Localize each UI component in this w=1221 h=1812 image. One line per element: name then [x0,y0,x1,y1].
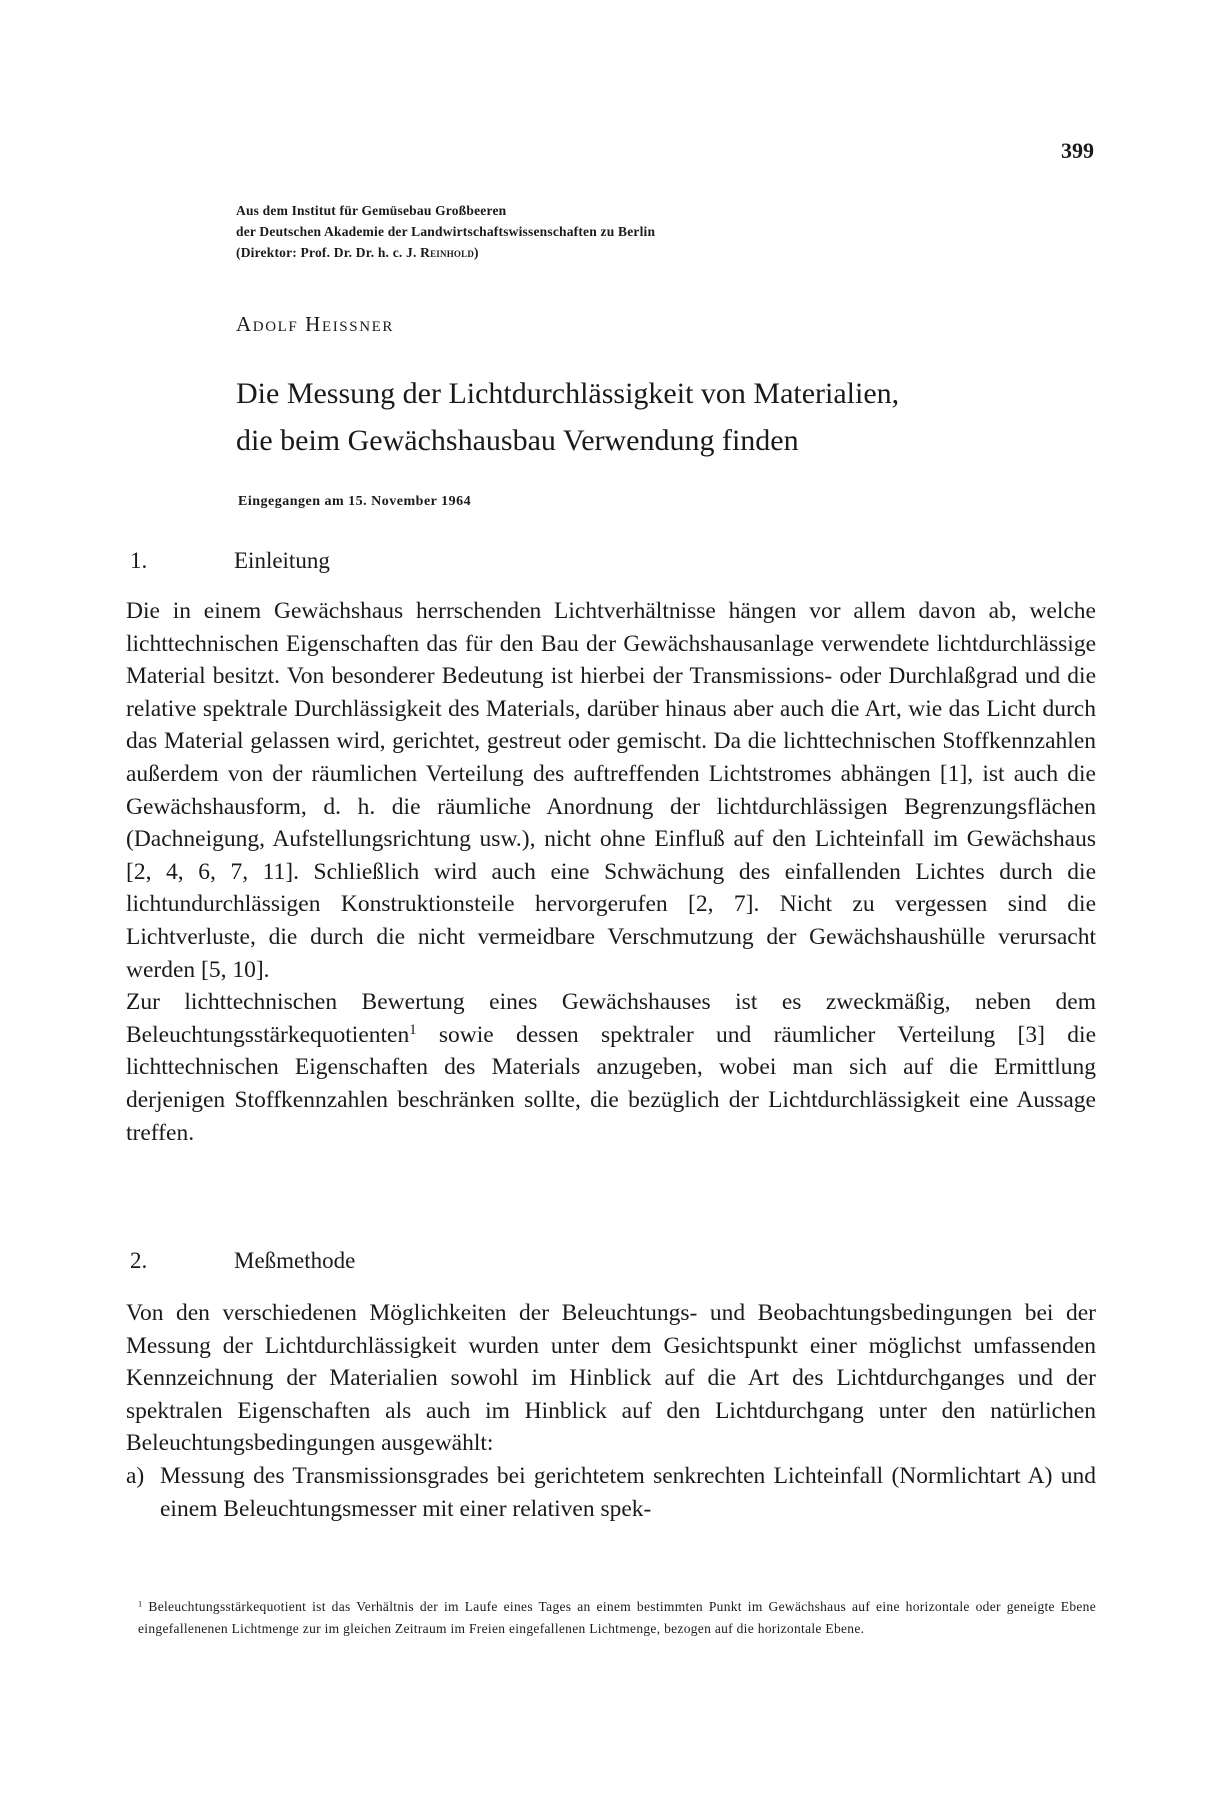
paragraph-text: sowie dessen spektraler und räumlicher Verteilung [3] die lichttechnischen Eigenschaften des Materials anzugeben, wobei man sich auf die Ermittlung derjenigen Stoffkennzahlen beschränken sollte, die bezüglich der Lichtdurchlässigkeit eine Aussage treffen. [126,1021,1096,1146]
footnote-reference[interactable]: 1 [409,1021,417,1038]
paragraph: Von den verschiedenen Möglichkeiten der Beleuchtungs- und Beobachtungsbedingungen bei der Messung der Lichtdurchlässigkeit wurden unter dem Gesichtspunkt einer möglichst umfassenden Kennzeichnung der Materialien sowohl im Hinblick auf die Art des Lichtdurchganges und der spektralen Eigenschaften als auch im Hinblick auf den Lichtdurchgang unter den natürlichen Beleuchtungsbedingungen ausgewählt: [126,1300,1096,1457]
list-marker: a) [126,1462,145,1489]
section-title: Einleitung [234,548,330,573]
director-prefix: (Direktor: Prof. Dr. Dr. h. c. J. [236,245,421,260]
paragraph-text: Zur lichttechnischen Bewertung eines Gewächshauses ist es zweckmäßig, neben dem Beleuchtungsstärkequotienten [126,989,1096,1048]
footnote-marker: 1 [138,1599,143,1609]
section-number: 1. [130,548,148,573]
section-heading-introduction [130,548,330,574]
section-number: 2. [130,1248,148,1273]
section-heading-method [130,1248,355,1274]
list-item [126,1460,1096,1525]
institute-line: der Deutschen Akademie der Landwirtschaftswissenschaften zu Berlin [236,224,656,239]
section-title: Meßmethode [234,1248,356,1273]
institute-affiliation [236,200,936,263]
footnote-text: Beleuchtungsstärkequotient ist das Verhältnis der im Laufe eines Tages an einem bestimmten Punkt im Gewächshaus auf eine horizontale oder geneigte Ebene eingefallenenen Lichtmenge zur im gleichen Zeitraum im Freien eingefallenen Lichtmenge, bezogen auf die horizontale Ebene. [138,1599,1096,1636]
paragraph: Die in einem Gewächshaus herrschenden Lichtverhältnisse hängen vor allem davon ab, welche lichttechnischen Eigenschaften das für den Bau der Gewächshausanlage verwendete lichtdurchlässige Material besitzt. Von besonderer Bedeutung ist hierbei der Transmissions- oder Durchlaßgrad und die relative spektrale Durchlässigkeit des Materials, darüber hinaus aber auch die Art, wie das Licht durch das Material gelassen wird, gerichtet, gestreut oder gemischt. Da die lichttechnischen Stoffkennzahlen außerdem von der räumlichen Verteilung des auftreffenden Lichtstromes abhängen [1], ist auch die Gewächshausform, d. h. die räumliche Anordnung der lichtdurchlässigen Begrenzungsflächen (Dachneigung, Aufstellungsrichtung usw.), nicht ohne Einfluß auf den Lichteinfall im Gewächshaus [2, 4, 6, 7, 11]. Schließlich wird auch eine Schwächung des einfallenden Lichtes durch die lichtundurchlässigen Konstruktionsteile hervorgerufen [2, 7]. Nicht zu vergessen sind die Lichtverluste, die durch die nicht vermeidbare Verschmutzung der Gewächshaushülle verursacht werden [5, 10]. [126,598,1096,983]
institute-line: Aus dem Institut für Gemüsebau Großbeeren [236,203,507,218]
author-name: Adolf Heissner [236,312,394,336]
institute-director-line [236,242,936,263]
received-date: Eingegangen am 15. November 1964 [238,494,472,509]
title-line: Die Messung der Lichtdurchlässigkeit von Materialien, [236,377,900,410]
title-line: die beim Gewächshausbau Verwendung finden [236,424,799,457]
section-body-method [126,1297,1096,1525]
director-name: Reinhold [420,245,475,260]
footnote [138,1596,1096,1640]
section-body-introduction [126,595,1096,1149]
list-item-text: Messung des Transmissionsgrades bei gerichtetem senkrechten Lichteinfall (Normlichtart A) und einem Beleuchtungsmesser mit einer relativen spek- [160,1462,1096,1522]
page-number: 399 [1061,138,1094,163]
paragraph [126,986,1096,1149]
director-suffix: ) [474,245,479,260]
paper-title [236,370,1096,464]
